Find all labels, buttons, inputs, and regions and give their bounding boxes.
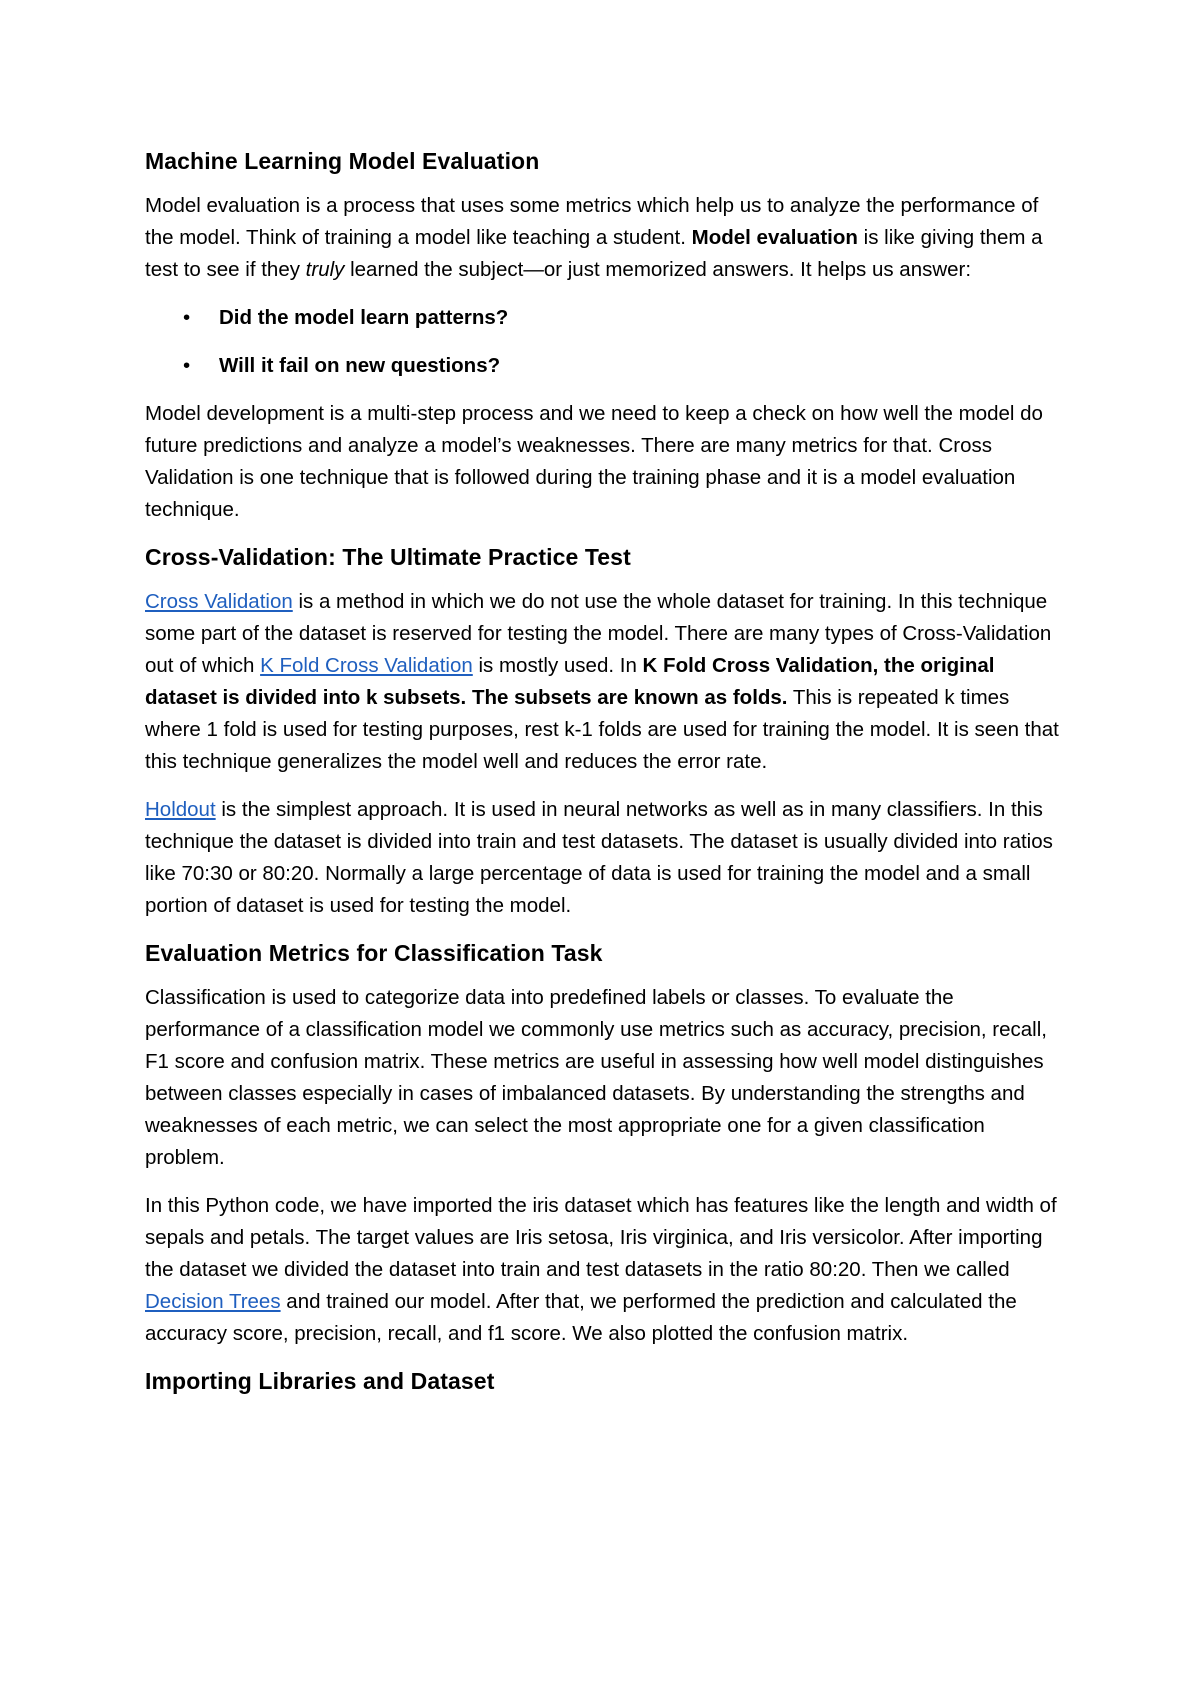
python-code-paragraph: [145, 1190, 1065, 1350]
k-fold-cross-validation-link[interactable]: K Fold Cross Validation: [260, 654, 473, 677]
cv-text-3: This is repeated k times where 1 fold is used for testing purposes, rest k-1 folds are used for training the model. It is seen that this technique generalizes the model well and reduces the error rate.: [145, 686, 1059, 773]
list-item: [145, 302, 1065, 334]
holdout-link[interactable]: Holdout: [145, 798, 216, 821]
intro-paragraph: [145, 190, 1065, 286]
cv-text-1: is a method in which we do not use the whole dataset for training. In this technique some part of the dataset is reserved for testing the model. There are many types of Cross-Validation out of which: [145, 590, 1052, 677]
importing-libraries-heading: Importing Libraries and Dataset: [145, 1368, 495, 1394]
intro-text-1: Model evaluation is a process that uses some metrics which help us to analyze the performance of the model. Think of training a model like teaching a student.: [145, 194, 1039, 249]
bullet-icon: •: [183, 354, 191, 377]
bullet-icon: •: [183, 306, 191, 329]
development-paragraph: Model development is a multi-step process and we need to keep a check on how well the model do future predictions and analyze a model’s weaknesses. There are many metrics for that. Cross Validation is one technique that is followed during the training phase and it is a model evaluation technique.: [145, 402, 1043, 521]
python-text-1: In this Python code, we have imported the iris dataset which has features like the length and width of sepals and petals. The target values are Iris setosa, Iris virginica, and Iris versicolor. After importing the dataset we divided the dataset into train and test datasets in the ratio 80:20. Then we called: [145, 1194, 1057, 1281]
cross-validation-heading: Cross-Validation: The Ultimate Practice Test: [145, 544, 631, 570]
intro-text-2: is like giving them a test to see if they: [145, 226, 1043, 281]
evaluation-metrics-heading: Evaluation Metrics for Classification Task: [145, 940, 603, 966]
holdout-text: is the simplest approach. It is used in neural networks as well as in many classifiers. In this technique the dataset is divided into train and test datasets. The dataset is usually divided into ratios like 70:30 or 80:20. Normally a large percentage of data is used for training the model and a small portion of dataset is used for testing the model.: [145, 798, 1053, 917]
decision-trees-link[interactable]: Decision Trees: [145, 1290, 281, 1313]
list-item: [145, 350, 1065, 382]
cv-text-2: is mostly used. In: [472, 654, 643, 677]
list-item-text: Will it fail on new questions?: [219, 354, 501, 377]
list-item-text: Did the model learn patterns?: [219, 306, 509, 329]
cv-bold-definition: K Fold Cross Validation, the original dataset is divided into k subsets. The subsets are known as folds.: [145, 654, 995, 709]
intro-text-3: learned the subject—or just memorized answers. It helps us answer:: [344, 258, 972, 281]
intro-italic-truly: truly: [305, 258, 345, 281]
page-title: Machine Learning Model Evaluation: [145, 148, 540, 174]
question-list: [145, 302, 1065, 382]
cross-validation-link[interactable]: Cross Validation: [145, 590, 293, 613]
classification-paragraph: Classification is used to categorize data into predefined labels or classes. To evaluate the performance of a classification model we commonly use metrics such as accuracy, precision, recall, F1 score and confusion matrix. These metrics are useful in assessing how well model distinguishes between classes especially in cases of imbalanced datasets. By understanding the strengths and weaknesses of each metric, we can select the most appropriate one for a given classification problem.: [145, 986, 1047, 1169]
cross-validation-paragraph: [145, 586, 1065, 778]
holdout-paragraph: [145, 794, 1065, 922]
intro-bold-model-evaluation: Model evaluation: [691, 226, 858, 249]
document-page: [145, 146, 1065, 1410]
python-text-2: and trained our model. After that, we performed the prediction and calculated the accuracy score, precision, recall, and f1 score. We also plotted the confusion matrix.: [145, 1290, 1017, 1345]
